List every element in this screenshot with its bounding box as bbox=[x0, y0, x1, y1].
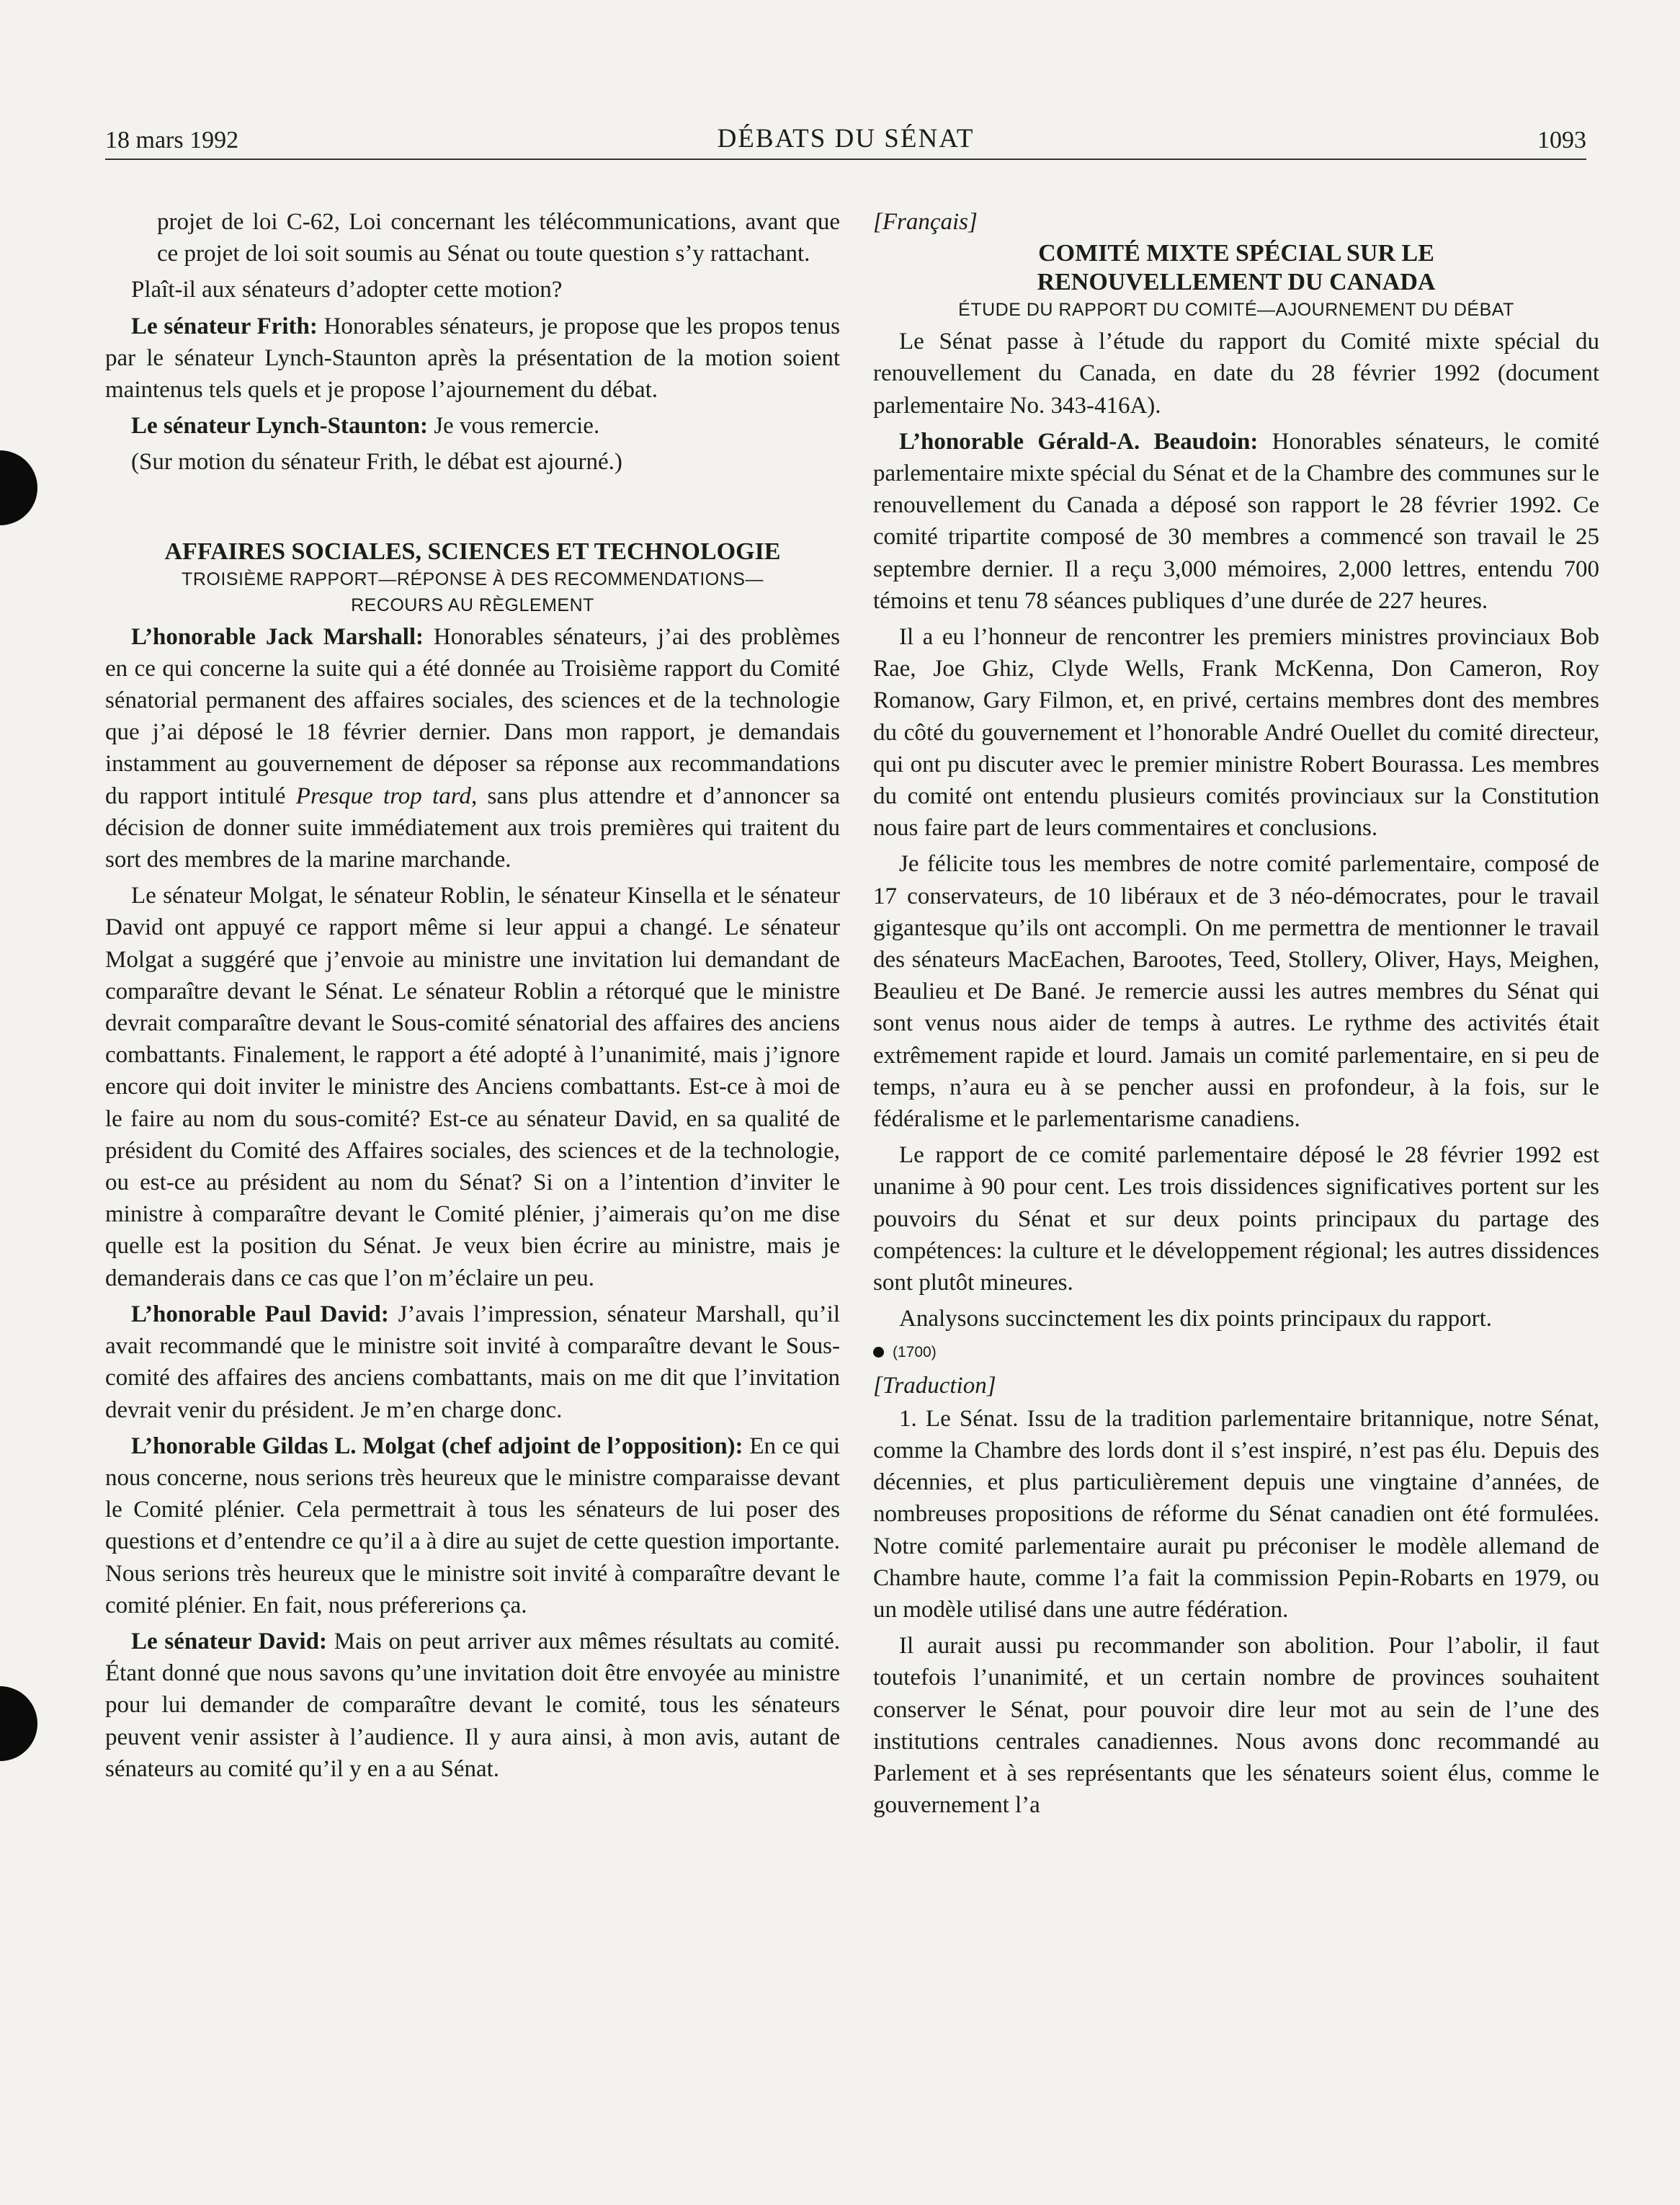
speech-text: Honorables sénateurs, je propose que les propos tenus par le sénateur Lynch-Staunton après la présentation de la motion soient maintenus tels quels et je propose l’ajournement du débat. bbox=[105, 313, 840, 404]
speech-text: Honorables sénateurs, j’ai des problèmes en ce qui concerne la suite qui a été donnée au Troisième rapport du Comité sénatorial permanent des affaires sociales, des sciences et de la technologie que j’ai déposé le 18 février dernier. Dans mon rapport, je demandais instamment au gouvernement de déposer sa réponse aux recommandations du rapport intitulé bbox=[105, 623, 840, 809]
speaker-name: L’honorable Paul David: bbox=[131, 1301, 389, 1327]
paragraph: projet de loi C-62, Loi concernant les télécommunications, avant que ce projet de loi soit soumis au Sénat ou toute question s’y rattachant. bbox=[157, 209, 840, 267]
punch-hole-top bbox=[0, 450, 37, 525]
time-marker bbox=[873, 1340, 1599, 1366]
paragraph bbox=[105, 410, 840, 442]
paragraph: Analysons succinctement les dix points principaux du rapport. bbox=[899, 1306, 1493, 1332]
paragraph: Il aurait aussi pu recommander son abolition. Pour l’abolir, il faut toutefois l’unanimité, et un certain nombre de provinces souhaitent conserver le Sénat, pour pouvoir dire leur mot au sein de l’une des institutions centrales canadiennes. Nous avons donc recommandé au Parlement et à ses représentants que les sénateurs soient élus, comme le gouvernement l’a bbox=[873, 1633, 1599, 1819]
time-marker-text: (1700) bbox=[893, 1343, 937, 1360]
speech-text: Je vous remercie. bbox=[427, 413, 600, 440]
section-title-line: RENOUVELLEMENT DU CANADA bbox=[1037, 269, 1436, 296]
paragraph: Il a eu l’honneur de rencontrer les premiers ministres provinciaux Bob Rae, Joe Ghiz, Clyde Wells, Frank McKenna, Don Cameron, Roy Romanow, Gary Filmon, et, en privé, certains membres dont des membres du côté du gouvernement et l’honorable André Ouellet du comité directeur, qui ont pu discuter avec le premier ministre Robert Bourassa. Les membres du comité ont entendu plusieurs comités provinciaux sur la Constitution nous faire part de leurs commentaires et conclusions. bbox=[873, 624, 1599, 842]
paragraph bbox=[105, 621, 840, 876]
speaker-name: L’honorable Gérald-A. Beaudoin: bbox=[899, 428, 1259, 455]
right-column bbox=[873, 206, 1599, 1825]
speaker-name: L’honorable Gildas L. Molgat (chef adjoint de l’opposition): bbox=[131, 1433, 743, 1459]
speech-text: J’avais l’impression, sénateur Marshall, qu’il avait recommandé que le ministre soit invité à comparaître devant le Sous-comité des affaires des anciens combattants, mais on me dit que l’invitation devrait venir du président. Je m’en charge donc. bbox=[105, 1301, 840, 1423]
report-title: Presque trop tard bbox=[295, 783, 471, 809]
paragraph: 1. Le Sénat. Issu de la tradition parlementaire britannique, notre Sénat, comme la Chambre des lords dont il s’est inspiré, n’est pas élu. Depuis des décennies, et plus particulièrement depuis une vingtaine d’années, de nombreuses propositions de réforme du Sénat canadien ont été formulées. Notre comité parlementaire aurait pu préconiser le modèle allemand de Chambre haute, comme l’a fait la commission Pepin-Robarts en 1979, ou un modèle utilisé dans une autre fédération. bbox=[873, 1405, 1599, 1623]
speaker-name: L’honorable Jack Marshall: bbox=[131, 623, 424, 650]
left-column bbox=[105, 206, 840, 1789]
section-subtitle bbox=[105, 566, 840, 618]
paragraph: Plaît-il aux sénateurs d’adopter cette motion? bbox=[131, 277, 563, 303]
section-title bbox=[873, 239, 1599, 297]
language-tag: [Traduction] bbox=[873, 1372, 996, 1399]
page-header bbox=[105, 121, 1586, 160]
section-title-line: COMITÉ MIXTE SPÉCIAL SUR LE bbox=[1038, 240, 1434, 267]
page-number: 1093 bbox=[1537, 127, 1586, 153]
speech-text: Mais on peut arriver aux mêmes résultats au comité. Étant donné que nous savons qu’une invitation doit être envoyée au ministre pour lui demander de comparaître devant le comité, tous les sénateurs peuvent venir assister à l’audience. Il y aura ainsi, à mon avis, autant de sénateurs au comité qu’il y en a au Sénat. bbox=[105, 1628, 840, 1782]
paragraph: (Sur motion du sénateur Frith, le débat est ajourné.) bbox=[131, 449, 622, 476]
section-subtitle-line: RECOURS AU RÈGLEMENT bbox=[351, 594, 594, 615]
header-title: DÉBATS DU SÉNAT bbox=[717, 124, 975, 153]
speech-text: Honorables sénateurs, le comité parlementaire mixte spécial du Sénat et de la Chambre des communes sur le renouvellement du Canada a déposé son rapport le 28 février 1992. Ce comité tripartite composé de 30 membres a commencé son travail le 25 septembre dernier. Il a reçu 3,000 mémoires, 2,000 lettres, entendu 700 témoins et tenu 78 séances publiques d’une durée de 227 heures. bbox=[873, 428, 1599, 614]
language-tag: [Français] bbox=[873, 209, 978, 235]
section-subtitle-line: TROISIÈME RAPPORT—RÉPONSE À DES RECOMMENDATIONS— bbox=[182, 569, 764, 589]
paragraph: Le sénateur Molgat, le sénateur Roblin, le sénateur Kinsella et le sénateur David ont appuyé ce rapport même si leur appui a changé. Le sénateur Molgat a suggéré que j’envoie au ministre une invitation lui demandant de comparaître devant le Sénat. Le sénateur Roblin a rétorqué que le ministre devrait comparaître devant le Sous-comité sénatorial des affaires des anciens combattants. Finalement, le rapport a été adopté à l’unanimité, mais j’ignore encore qui doit inviter le ministre des Anciens combattants. Est-ce à moi de le faire au nom du sous-comité? Est-ce au sénateur David, en sa qualité de président du Comité des Affaires sociales, des sciences et de la technologie, ou est-ce au président au nom du Sénat? Si on a l’intention d’inviter le ministre à comparaître devant le Comité plénier, j’aimerais qu’on me dise quelle est la position du Sénat. Je veux bien écrire au ministre, mais je demanderais dans ce cas que l’on m’éclaire un peu. bbox=[105, 883, 840, 1291]
paragraph bbox=[105, 1626, 840, 1785]
paragraph: Je félicite tous les membres de notre comité parlementaire, composé de 17 conservateurs, de 10 libéraux et de 3 néo-démocrates, pour le travail gigantesque qu’ils ont accompli. On me permettra de mentionner le travail des sénateurs MacEachen, Barootes, Teed, Stollery, Oliver, Hays, Meighen, Beaulieu et De Bané. Je remercie aussi les autres membres du Sénat qui sont venus nous aider de temps à autres. Le rythme des activités était extrêmement rapide et lourd. Jamais un comité parlementaire, en si peu de temps, n’aura eu à se pencher aussi en profondeur, à la fois, sur le fédéralisme et le parlementarisme canadiens. bbox=[873, 851, 1599, 1133]
section-subtitle: ÉTUDE DU RAPPORT DU COMITÉ—AJOURNEMENT DU DÉBAT bbox=[958, 300, 1514, 321]
paragraph bbox=[105, 1430, 840, 1621]
paragraph bbox=[105, 311, 840, 406]
speaker-name: Le sénateur David: bbox=[131, 1628, 327, 1654]
speaker-name: Le sénateur Lynch-Staunton: bbox=[131, 413, 428, 440]
header-date: 18 mars 1992 bbox=[105, 127, 239, 153]
speech-text: , sans plus attendre et d’annoncer sa décision de donner suite immédiatement aux trois premières qui traitent du sort des membres de la marine marchande. bbox=[105, 783, 840, 873]
speaker-name: Le sénateur Frith: bbox=[131, 313, 318, 339]
paragraph bbox=[105, 1298, 840, 1426]
punch-hole-bottom bbox=[0, 1686, 37, 1761]
section-title: AFFAIRES SOCIALES, SCIENCES ET TECHNOLOGIE bbox=[164, 538, 781, 565]
paragraph bbox=[873, 426, 1599, 617]
paragraph: Le Sénat passe à l’étude du rapport du Comité mixte spécial du renouvellement du Canada, en date du 28 février 1992 (document parlementaire No. 343-416A). bbox=[873, 329, 1599, 419]
bullet-dot-icon bbox=[873, 1347, 884, 1358]
paragraph: Le rapport de ce comité parlementaire déposé le 28 février 1992 est unanime à 90 pour cent. Les trois dissidences significatives portent sur les pouvoirs du Sénat et sur deux points principaux du partage des compétences: la culture et le développement régional; les autres dissidences sont plutôt mineures. bbox=[873, 1142, 1599, 1296]
speech-text: En ce qui nous concerne, nous serions très heureux que le ministre comparaisse devant le Comité plénier. Cela permettrait à tous les sénateurs de lui poser des questions et d’entendre ce qu’il a à dire au sujet de cette question importante. Nous serions très heureux que le ministre soit invité à comparaître devant le comité plénier. En fait, nous préfererions ça. bbox=[105, 1433, 840, 1618]
